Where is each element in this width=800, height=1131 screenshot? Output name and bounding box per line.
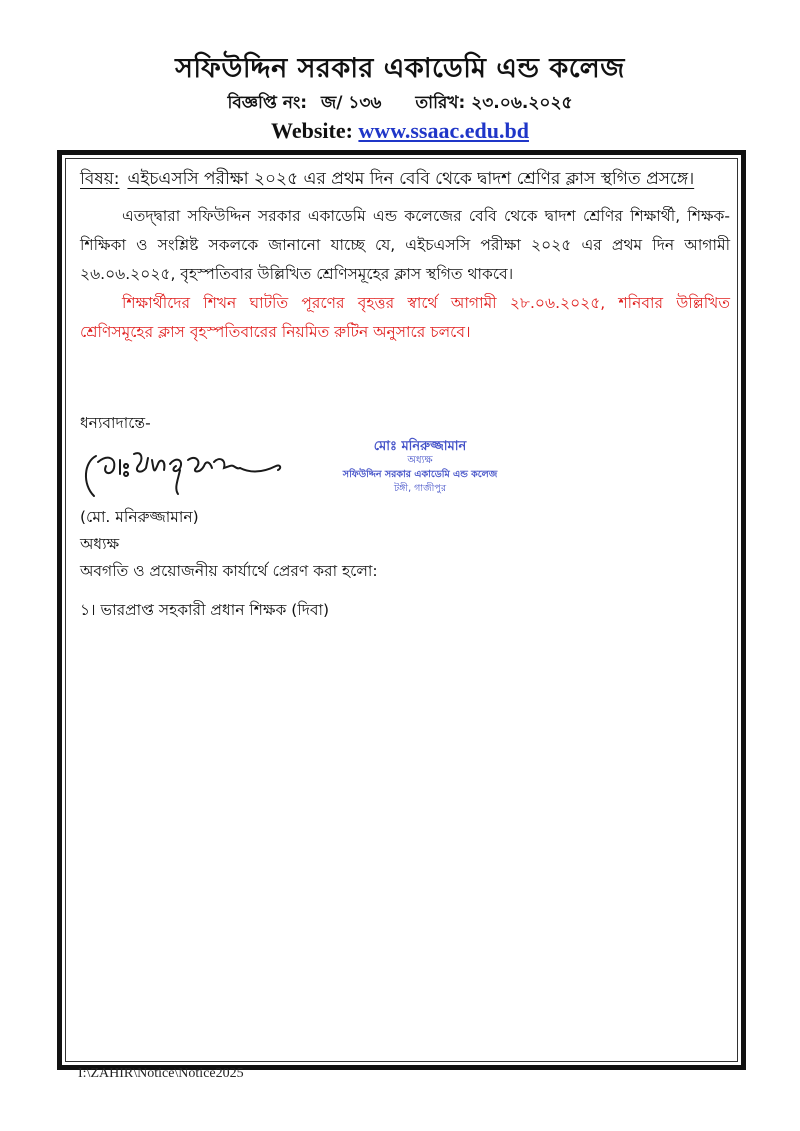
notice-body — [80, 165, 730, 624]
website-line — [0, 118, 800, 144]
seal-location: টঙ্গী, গাজীপুর — [393, 483, 447, 494]
subject-line — [80, 165, 730, 194]
closing-thanks: ধন্যবাদান্তে- — [80, 414, 151, 432]
memo-date — [415, 93, 572, 113]
notice-paragraph-2: শিক্ষার্থীদের শিখন ঘাটতি পূরণের বৃহত্তর স্বার্থে আগামী ২৮.০৬.২০২৫, শনিবার উল্লিখিত শ্রেণিসমূহের ক্লাস বৃহস্পতিবারের নিয়মিত রুটিন অনুসারে চলবে। — [80, 294, 730, 341]
website-link[interactable]: www.ssaac.edu.bd — [358, 118, 529, 143]
website-label: Website: — [271, 118, 353, 143]
institution-title: সফিউদ্দিন সরকার একাডেমি এন্ড কলেজ — [175, 53, 625, 84]
official-seal — [295, 440, 545, 496]
signature-area — [80, 439, 730, 504]
forward-line: অবগতি ও প্রয়োজনীয় কার্যার্থে প্রেরণ করা হলো: — [80, 562, 378, 580]
subject-label: বিষয়: — [80, 169, 120, 189]
memo-no-value: জ/ ১৩৬ — [321, 93, 382, 113]
notice-paragraph-1: এতদ্দ্বারা সফিউদ্দিন সরকার একাডেমি এন্ড কলেজের বেবি থেকে দ্বাদশ শ্রেণির শিক্ষার্থী, শিক্ষক-শিক্ষিকা ও সংশ্লিষ্ট সকলকে জানানো যাচ্ছে যে, এইচএসসি পরীক্ষা ২০২৫ এর প্রথম দিন আগামী ২৬.০৬.২০২৫, বৃহস্পতিবার উল্লিখিত শ্রেণিসমূহের ক্লাস স্থগিত থাকবে। — [80, 207, 730, 283]
signatory-role: অধ্যক্ষ — [80, 535, 120, 553]
notice-frame — [57, 150, 746, 1070]
subject-text: এইচএসসি পরীক্ষা ২০২৫ এর প্রথম দিন বেবি থেকে দ্বাদশ শ্রেণির ক্লাস স্থগিত প্রসঙ্গে। — [127, 169, 695, 189]
memo-line — [0, 90, 800, 118]
seal-role: অধ্যক্ষ — [407, 455, 433, 466]
recipient-item: ১। ভারপ্রাপ্ত সহকারী প্রধান শিক্ষক (দিবা) — [80, 601, 330, 619]
signatory-name: (মো. মনিরুজ্জামান) — [80, 508, 199, 526]
seal-institution: সফিউদ্দিন সরকার একাডেমি এন্ড কলেজ — [342, 469, 498, 480]
signature-icon — [80, 444, 300, 504]
file-path: I:\ZAHIR\Notice\Notice2025 — [78, 1066, 244, 1081]
memo-no — [227, 93, 381, 113]
seal-name: মোঃ মনিরুজ্জামান — [373, 439, 467, 454]
date-value: ২৩.০৬.২০২৫ — [471, 93, 573, 113]
date-label: তারিখ: — [415, 93, 466, 113]
memo-no-label: বিজ্ঞপ্তি নং: — [227, 93, 308, 113]
